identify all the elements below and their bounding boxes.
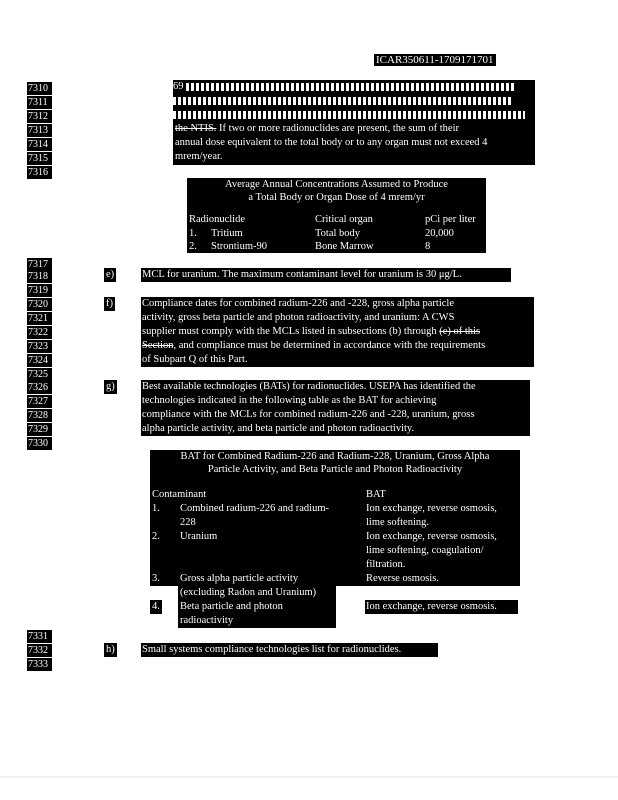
line-number: 7325: [27, 368, 52, 381]
section-marker: f): [106, 298, 113, 309]
struck-text: the NTIS.: [175, 123, 217, 134]
line-number: 7319: [27, 284, 52, 297]
line-number: 7324: [27, 354, 52, 367]
row-number: 1.: [152, 503, 160, 514]
line-number: 7314: [27, 138, 52, 151]
line-number: 7328: [27, 409, 52, 422]
column-header: Critical organ: [315, 214, 373, 225]
table-cell: Strontium-90: [211, 241, 268, 252]
line-number: 7327: [27, 395, 52, 408]
table-cell: lime softening, coagulation/: [366, 545, 484, 556]
line-number: 7312: [27, 110, 52, 123]
table-cell: Tritium: [211, 228, 243, 239]
bat-table-cell: [365, 600, 518, 614]
table-cell: Ion exchange, reverse osmosis,: [366, 531, 497, 542]
row-number: 2.: [152, 531, 160, 542]
line-number: 7315: [27, 152, 52, 165]
section-text: : A CWS: [417, 312, 455, 323]
paragraph-start: 69: [173, 81, 184, 92]
line-number: 7317: [27, 258, 52, 271]
row-number: 2.: [189, 241, 197, 252]
radionuclide-table: [187, 178, 486, 253]
table-cell: Reverse osmosis.: [366, 573, 439, 584]
section-text: technologies indicated in the following table as the BAT for achieving: [142, 395, 437, 406]
bat-table-header: [150, 450, 520, 586]
section-h: [141, 643, 438, 657]
table-cell: (excluding Radon and Uranium): [180, 587, 317, 598]
bat-table-row: [178, 586, 336, 628]
table-title: Particle Activity, and Beta Particle and Photon Radioactivity: [207, 464, 463, 475]
section-marker: h): [106, 644, 115, 655]
redacted-text: [173, 111, 525, 119]
table-cell: 20,000: [425, 228, 454, 239]
table-cell: radioactivity: [180, 615, 234, 626]
table-title: BAT for Combined Radium-226 and Radium-228, Uranium, Gross Alpha: [180, 451, 490, 462]
section-marker: e): [106, 269, 115, 280]
table-cell: 228: [180, 517, 196, 528]
row-number: 1.: [189, 228, 197, 239]
line-number: 7322: [27, 326, 52, 339]
table-title: a Total Body or Organ Dose of 4 mrem/yr: [248, 192, 425, 203]
section-text: of Subpart Q of this Part.: [142, 354, 248, 365]
redacted-text: [173, 97, 513, 105]
paragraph-text: mrem/year.: [175, 151, 223, 162]
section-f: [141, 297, 534, 367]
section-e: [141, 268, 511, 282]
table-cell: 8: [425, 241, 431, 252]
table-cell: filtration.: [366, 559, 406, 570]
section-text: , and compliance must be determined in accordance with the requirements: [173, 340, 486, 351]
line-number: 7316: [27, 166, 52, 179]
table-cell: Total body: [315, 228, 361, 239]
table-cell: Bone Marrow: [315, 241, 374, 252]
line-number: 7323: [27, 340, 52, 353]
line-number: 7326: [27, 381, 52, 394]
table-cell: Beta particle and photon: [180, 601, 283, 612]
paragraph-text: If two or more radionuclides are present, the sum of their: [216, 123, 460, 134]
table-title: Average Annual Concentrations Assumed to Produce: [225, 179, 448, 190]
line-number: 7313: [27, 124, 52, 137]
section-text: activity, gross beta particle and photon radioactivity, and uranium: [142, 312, 418, 323]
column-header: Contaminant: [152, 489, 207, 500]
section-g: [141, 380, 530, 436]
redacted-text: [186, 83, 516, 91]
section-text: alpha particle activity, and beta particle and photon radioactivity.: [142, 423, 415, 434]
table-cell: Gross alpha particle activity: [180, 573, 299, 584]
section-marker: g): [106, 381, 115, 392]
page-bottom-rule: [0, 776, 618, 778]
row-number: 3.: [152, 573, 160, 584]
line-number: 7321: [27, 312, 52, 325]
row-number: 4.: [152, 601, 160, 612]
line-number: 7332: [27, 644, 52, 657]
document-id: ICAR350611-1709171701: [376, 54, 494, 66]
line-number: 7331: [27, 630, 52, 643]
section-text: Best available technologies (BATs) for radionuclides. USEPA has identified the: [142, 381, 476, 392]
line-number: 7311: [27, 96, 52, 109]
column-header: pCi per liter: [425, 214, 476, 225]
section-text: Compliance dates for combined radium-226 and -228, gross alpha particle: [142, 298, 454, 309]
top-paragraph: [173, 80, 535, 165]
line-number: 7333: [27, 658, 52, 671]
section-text: compliance with the MCLs for combined radium-226 and -228, uranium, gross: [142, 409, 475, 420]
struck-text: (e) of this: [439, 326, 481, 337]
line-number: 7320: [27, 298, 52, 311]
line-number: 7318: [27, 270, 52, 283]
section-text: MCL for uranium. The maximum contaminant level for uranium is 30 μg/L.: [142, 269, 462, 280]
table-cell: Ion exchange, reverse osmosis.: [366, 601, 497, 612]
line-number: 7329: [27, 423, 52, 436]
table-cell: lime softening.: [366, 517, 429, 528]
line-number: 7310: [27, 82, 52, 95]
struck-text: Section: [142, 340, 174, 351]
table-cell: Ion exchange, reverse osmosis,: [366, 503, 497, 514]
table-cell: Combined radium-226 and radium-: [180, 503, 330, 514]
section-text: supplier must comply with the MCLs listed in subsections (b) through: [142, 326, 440, 337]
paragraph-text: annual dose equivalent to the total body or to any organ must not exceed 4: [175, 137, 488, 148]
column-header: BAT: [366, 489, 386, 500]
line-number: 7330: [27, 437, 52, 450]
section-text: Small systems compliance technologies list for radionuclides.: [142, 644, 402, 655]
column-header: Radionuclide: [189, 214, 245, 225]
table-cell: Uranium: [180, 531, 218, 542]
